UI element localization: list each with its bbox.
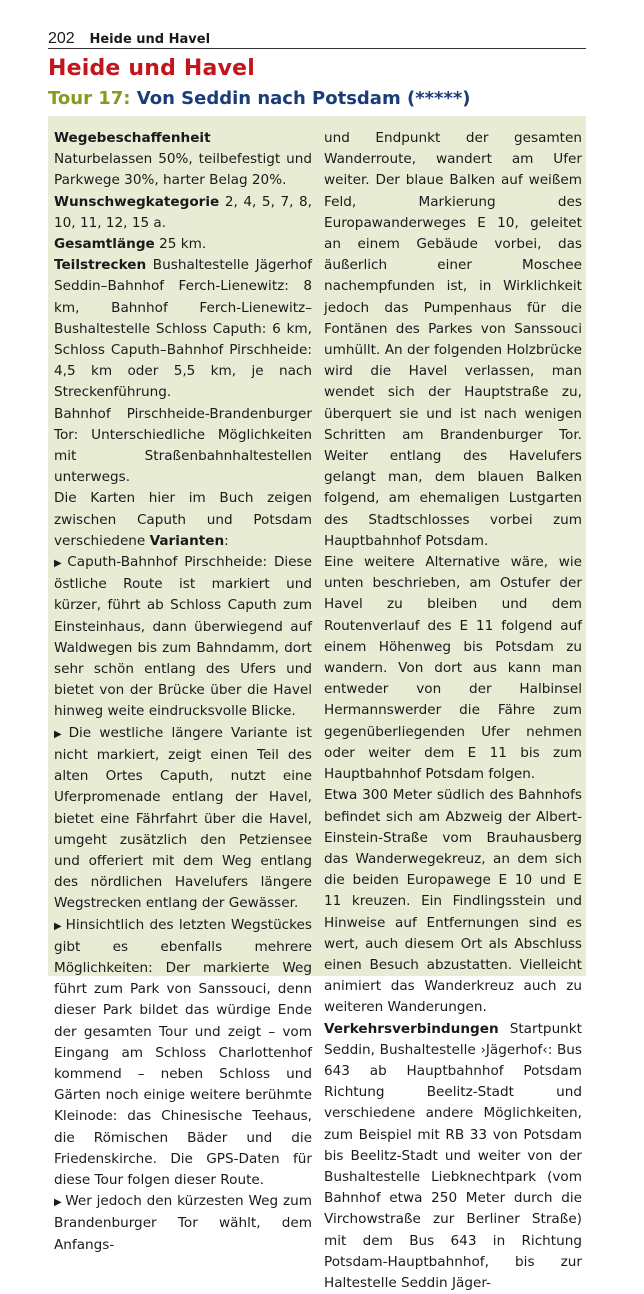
paragraph-pirschheide: Bahnhof Pirschheide-Brandenburger Tor: Unterschiedliche Möglichkeiten mit Straßenbahnhaltestellen unterwegs.	[54, 405, 312, 486]
label-gesamtlaenge: Gesamtlänge	[54, 236, 155, 253]
paragraph-alternative: Eine weitere Alternative wäre, wie unten beschrieben, am Ostufer der Havel zu bleiben und dem Routenverlauf des E 11 folgend auf einem Höhenweg bis Potsdam zu wandern. Von dort aus kann man entweder von der Halbinsel Hermannswerder die Fähre zum gegenüberliegenden Ufer nehmen oder weiter dem E 11 bis zum Hauptbahnhof Potsdam folgen.	[324, 554, 582, 783]
bullet-triangle-icon: ▶	[54, 1197, 63, 1209]
bullet-triangle-icon: ▶	[54, 920, 63, 932]
chapter-title: Heide und Havel	[48, 56, 255, 81]
tour-heading	[48, 88, 471, 109]
list-item	[54, 552, 312, 723]
label-verkehrsverbindungen: Verkehrsverbindungen	[324, 1020, 499, 1037]
list-item	[54, 723, 312, 915]
bullet-text-1: Caputh-Bahnhof Pirschheide: Diese östliche Route ist markiert und kürzer, führt ab Schloss Caputh zum Einsteinhaus, dann überwiegend auf Waldwegen bis zum Bahndamm, dort sehr schön entlang des Ufers und bietet von der Brücke über die Havel hinweg weite eindrucksvolle Blicke.	[54, 554, 312, 720]
list-item	[54, 915, 312, 1192]
label-teilstrecken: Teilstrecken	[54, 257, 147, 274]
paragraph-wanderwegekreuz: Etwa 300 Meter südlich des Bahnhofs befindet sich am Abzweig der Albert-Einstein-Straße vom Brauhausberg das Wanderwegekreuz, an dem sich die beiden Europawege E 10 und E 11 kreuzen. Ein Findlingsstein und Hinweise auf Entfernungen sind es wert, auch diesem Ort als Abschluss einen Besuch abzustatten. Vielleicht animiert das Wanderkreuz auch zu weiteren Wanderungen.	[324, 787, 582, 1016]
bullet-text-4: Wer jedoch den kürzesten Weg zum Brandenburger Tor wählt, dem Anfangs-	[54, 1193, 312, 1253]
text-varianten-end: :	[224, 532, 229, 549]
list-item	[54, 1191, 312, 1256]
label-wegebeschaffenheit: Wegebeschaffenheit	[54, 130, 211, 146]
text-verkehrsverbindungen: Startpunkt Seddin, Bushaltestelle ›Jägerhof‹: Bus 643 ab Hauptbahnhof Potsdam Richtung Beelitz-Stadt und verschiedene andere Möglichkeiten, zum Beispiel mit RB 33 von Potsdam bis Beelitz-Stadt und weiter von der Bushaltestelle Liebknechtpark (vom Bahnhof etwa 250 Meter durch die Virchowstraße zur Berliner Straße) mit dem Bus 643 in Richtung Potsdam-Hauptbahnhof, bis zur Haltestelle Seddin Jäger-	[324, 1020, 582, 1291]
text-gesamtlaenge: 25 km.	[154, 236, 207, 253]
text-wegebeschaffenheit: Naturbelassen 50%, teilbefestigt und Parkwege 30%, harter Belag 20%.	[54, 151, 312, 189]
paragraph-verkehrsverbindungen	[324, 1019, 582, 1294]
bullet-text-2: Die westliche längere Variante ist nicht markiert, zeigt einen Teil des alten Ortes Caputh, nutzt eine Uferpromenade entlang der Havel, bietet eine Fährfahrt über die Havel, umgeht zusätzlich den Petziensee und offeriert mit dem Weg entlang des nördlichen Havelufers längere Wegstrecken entlang der Gewässer.	[54, 724, 312, 912]
left-column	[54, 128, 312, 1256]
tour-name: Von Seddin nach Potsdam (*****)	[136, 88, 471, 109]
info-box	[48, 116, 586, 1291]
label-wunschwegkategorie: Wunschwegkategorie	[54, 193, 220, 210]
text-varianten-intro: Die Karten hier im Buch zeigen zwischen Caputh und Potsdam verschiedene	[54, 490, 312, 549]
paragraph-wunschwegkategorie	[54, 192, 312, 234]
paragraph-gesamtlaenge	[54, 234, 312, 255]
paragraph-teilstrecken	[54, 255, 312, 403]
bullet-triangle-icon: ▶	[54, 728, 66, 740]
paragraph-route-end: und Endpunkt der gesamten Wanderroute, wandert am Ufer weiter. Der blaue Balken auf weißem Feld, Markierung des Europawanderweges E 10, geleitet an einem Gebäude vorbei, das äußerlich einer Moschee nachempfunden ist, in Wirklichkeit jedoch das Pumpenhaus für die Fontänen des Parkes von Sanssouci umhüllt. An der folgenden Holzbrücke wird die Havel verlassen, man wendet sich der Hauptstraße zu, überquert sie und ist nach wenigen Schritten am Brandenburger Tor. Weiter entlang des Havelufers gelangt man, dem blauen Balken folgend, am ehemaligen Lustgarten des Stadtschlosses vorbei zum Hauptbahnhof Potsdam.	[324, 130, 582, 549]
right-column	[324, 128, 582, 1294]
running-title: Heide und Havel	[89, 32, 211, 47]
text-wunschwegkategorie: 2, 4, 5, 7, 8, 10, 11, 12, 15 a.	[54, 193, 312, 231]
page-number: 202	[48, 30, 75, 47]
tour-number: Tour 17:	[48, 88, 131, 109]
label-varianten: Varianten	[149, 532, 225, 549]
bullet-triangle-icon: ▶	[54, 558, 65, 570]
paragraph-wegebeschaffenheit	[54, 128, 312, 192]
text-teilstrecken: Bushaltestelle Jägerhof Seddin–Bahnhof Ferch-Lienewitz: 8 km, Bahnhof Ferch-Lienewitz–Bushaltestelle Schloss Caputh: 6 km, Schloss Caputh–Bahnhof Pirschheide: 4,5 km oder 5,5 km, je nach Streckenführung.	[54, 257, 312, 401]
paragraph-varianten	[54, 488, 312, 552]
running-header	[48, 28, 586, 49]
bullet-text-3: Hinsichtlich des letzten Wegstückes gibt es ebenfalls mehrere Möglichkeiten: Der markierte Weg führt zum Park von Sanssouci, denn dieser Park bildet das würdige Ende der gesamten Tour und zeigt – vom Eingang am Schloss Charlottenhof kommend – neben Schloss und Gärten noch einige weitere berühmte Kleinode: das Chinesische Teehaus, die Römischen Bäder und die Friedenskirche. Die GPS-Daten für diese Tour folgen dieser Route.	[54, 916, 312, 1188]
